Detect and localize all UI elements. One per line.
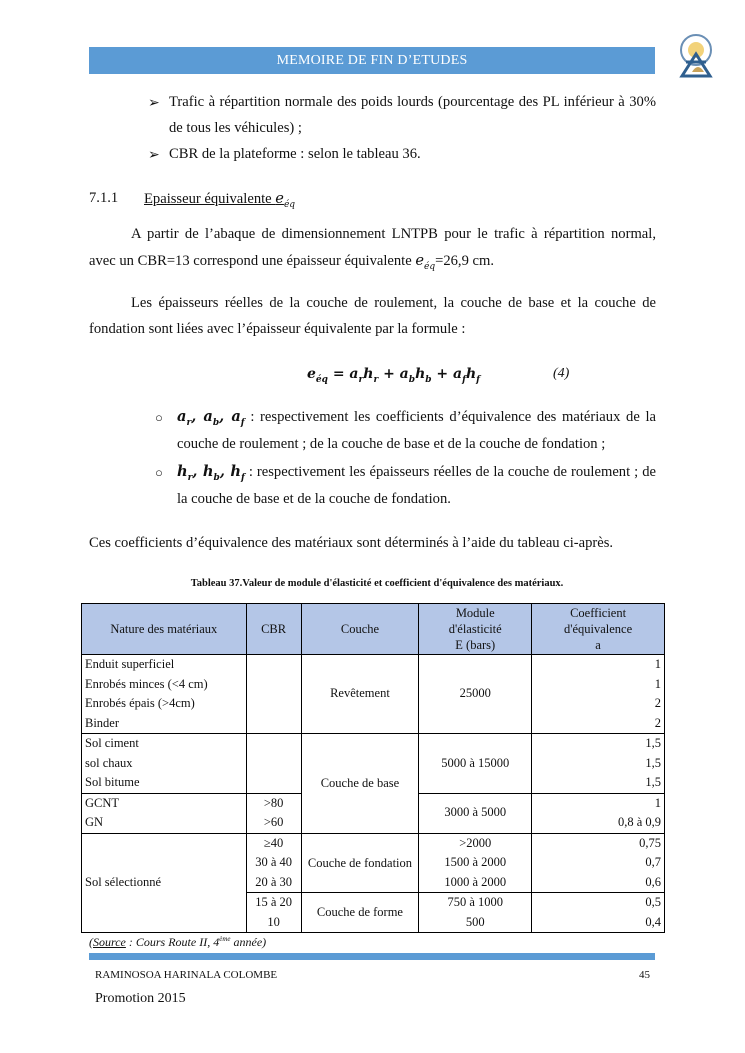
coef: 0,75 — [639, 835, 661, 850]
material: Binder — [85, 715, 120, 730]
material: sol chaux — [85, 755, 133, 770]
module: 750 à 1000 — [447, 895, 504, 909]
paragraph-1-line-1: A partir de l’abaque de dimensionnement LNTPB pour le trafic à répartition normal, — [131, 226, 656, 242]
definition-2-line-1 — [177, 463, 656, 483]
coef: 1,5 — [645, 755, 661, 770]
cell-cbr — [246, 833, 301, 893]
section-number: 7.1.1 — [89, 190, 119, 206]
cell-cbr — [246, 793, 301, 833]
p1-sub: éq — [424, 261, 436, 272]
circle-bullet-icon: ○ — [155, 465, 163, 480]
header-nature: Nature des matériaux — [82, 604, 247, 655]
coef: 1,5 — [645, 775, 661, 789]
cbr: >80 — [263, 795, 284, 810]
materials-table — [81, 603, 665, 933]
table-row — [82, 833, 665, 893]
cell-couche: Revêtement — [301, 655, 419, 734]
cell-couche: Couche de base — [301, 734, 419, 834]
cell-coef — [532, 833, 665, 893]
cbr: 30 à 40 — [255, 855, 292, 869]
equation-4: $e_{éq} = a_rh_r + a_bh_b + a_fh_f$ — [307, 366, 481, 385]
section-title — [144, 190, 295, 210]
arrow-bullet-icon: ➢ — [148, 96, 160, 111]
header-module-l2: d'élasticité — [448, 622, 502, 636]
material: Sol ciment — [85, 736, 139, 750]
cell-coef — [532, 734, 665, 794]
source-end: année) — [230, 935, 267, 949]
cell-coef — [532, 655, 665, 734]
coef: 1 — [654, 676, 661, 691]
material: Sol bitume — [85, 775, 140, 789]
table-row — [82, 655, 665, 734]
cbr: 20 à 30 — [255, 874, 292, 889]
cell-module: 25000 — [419, 655, 532, 734]
material: Enduit superficiel — [85, 657, 175, 671]
source-label: Source — [93, 935, 126, 949]
source-sup: ème — [219, 935, 231, 943]
cell-materials: Sol sélectionné — [82, 833, 247, 933]
cell-materials — [82, 793, 247, 833]
header-coef-l3: a — [595, 638, 601, 652]
header-module-l3: E (bars) — [455, 638, 496, 652]
section-title-math: e — [275, 190, 284, 207]
definition-2-text: : respectivement les épaisseurs réelles de la couche de roulement ; de — [244, 464, 656, 480]
material: Enrobés épais (>4cm) — [85, 696, 195, 710]
coef: 2 — [654, 715, 661, 730]
module: 1500 à 2000 — [444, 855, 507, 869]
footer-author: RAMINOSOA HARINALA COLOMBE — [95, 969, 278, 981]
cell-materials — [82, 734, 247, 794]
paragraph-1-line-2 — [89, 252, 494, 272]
header-coef-l1: Coefficient — [570, 606, 627, 620]
page-header-title: MEMOIRE DE FIN D’ETUDES — [89, 47, 655, 74]
module: 500 — [465, 914, 485, 929]
bullet-1-line-1: Trafic à répartition normale des poids lourds (pourcentage des PL inférieur à 30% — [169, 94, 656, 110]
header-coef — [532, 604, 665, 655]
module: 1000 à 2000 — [444, 874, 507, 889]
cbr: ≥40 — [263, 835, 284, 850]
cell-cbr — [246, 734, 301, 794]
table-caption: Tableau 37.Valeur de module d'élasticité et coefficient d'équivalence des matériaux. — [190, 578, 564, 589]
cell-coef — [532, 793, 665, 833]
cell-module: 5000 à 15000 — [419, 734, 532, 794]
cell-cbr — [246, 893, 301, 933]
coef: 0,7 — [645, 855, 661, 869]
coef: 2 — [654, 696, 661, 710]
cell-materials — [82, 655, 247, 734]
paragraph-2-line-2: fondation sont liées avec l’épaisseur équivalente par la formule : — [89, 321, 466, 337]
paragraph-2-line-1: Les épaisseurs réelles de la couche de roulement, la couche de base et la couche de — [131, 295, 656, 311]
cell-coef — [532, 893, 665, 933]
cell-cbr — [246, 655, 301, 734]
definition-1-symbols: $a_r$, $a_b$, $a_f$ — [177, 408, 245, 428]
coef: 1 — [654, 657, 661, 671]
cbr: >60 — [263, 815, 284, 829]
coef: 0,5 — [645, 895, 661, 909]
section-title-sub: éq — [283, 199, 296, 210]
table-source — [89, 935, 266, 950]
definition-2-symbols: $h_r$, $h_b$, $h_f$ — [177, 463, 245, 483]
header-cbr: CBR — [246, 604, 301, 655]
definition-2-line-2: la couche de base et de la couche de fondation. — [177, 491, 451, 507]
cell-couche: Couche de forme — [301, 893, 419, 933]
bullet-2-line-1: CBR de la plateforme : selon le tableau 36. — [169, 146, 421, 162]
source-open: ( — [89, 935, 93, 949]
cell-module: 3000 à 5000 — [419, 793, 532, 833]
coef: 0,8 à 0,9 — [617, 815, 661, 829]
coef: 1 — [654, 795, 661, 810]
cbr: 10 — [267, 914, 280, 929]
page-number: 45 — [639, 969, 650, 981]
definition-1-line-2: couche de roulement ; de la couche de base et de la couche de fondation ; — [177, 436, 606, 452]
cell-module — [419, 833, 532, 893]
source-text: : Cours Route II, 4 — [125, 935, 220, 949]
header-couche: Couche — [301, 604, 419, 655]
definition-1-line-1 — [177, 408, 656, 428]
footer-bar — [89, 953, 655, 960]
eq-lhs-sub: éq — [315, 374, 328, 385]
definition-1-text: : respectivement les coefficients d’équivalence des matériaux de la — [244, 409, 656, 425]
table-header-row — [82, 604, 665, 655]
circle-bullet-icon: ○ — [155, 410, 163, 425]
eq-lhs: e — [307, 366, 316, 382]
p1-text: avec un CBR=13 correspond une épaisseur équivalente — [89, 253, 416, 269]
table-row — [82, 734, 665, 794]
arrow-bullet-icon: ➢ — [148, 148, 160, 163]
bullet-1-line-2: de tous les véhicules) ; — [169, 120, 302, 136]
coef: 1,5 — [645, 736, 661, 750]
cell-couche: Couche de fondation — [301, 833, 419, 893]
header-module — [419, 604, 532, 655]
p1-math: e — [415, 252, 424, 269]
school-emblem-logo-icon — [672, 32, 720, 80]
coef: 0,4 — [645, 914, 661, 929]
coef: 0,6 — [645, 874, 661, 889]
cbr: 15 à 20 — [255, 895, 292, 909]
material: Enrobés minces (<4 cm) — [85, 676, 208, 691]
p1-value: =26,9 cm. — [435, 253, 494, 269]
header-coef-l2: d'équivalence — [563, 622, 633, 636]
cell-module — [419, 893, 532, 933]
material: GCNT — [85, 795, 120, 810]
module: >2000 — [459, 835, 492, 850]
equation-number: (4) — [553, 366, 570, 381]
paragraph-3: Ces coefficients d’équivalence des matériaux sont déterminés à l’aide du tableau ci-après. — [89, 535, 614, 551]
header-module-l1: Module — [455, 606, 495, 620]
section-title-text: Epaisseur équivalente — [144, 191, 276, 207]
footer-promotion: Promotion 2015 — [95, 991, 186, 1006]
material: GN — [85, 815, 104, 829]
